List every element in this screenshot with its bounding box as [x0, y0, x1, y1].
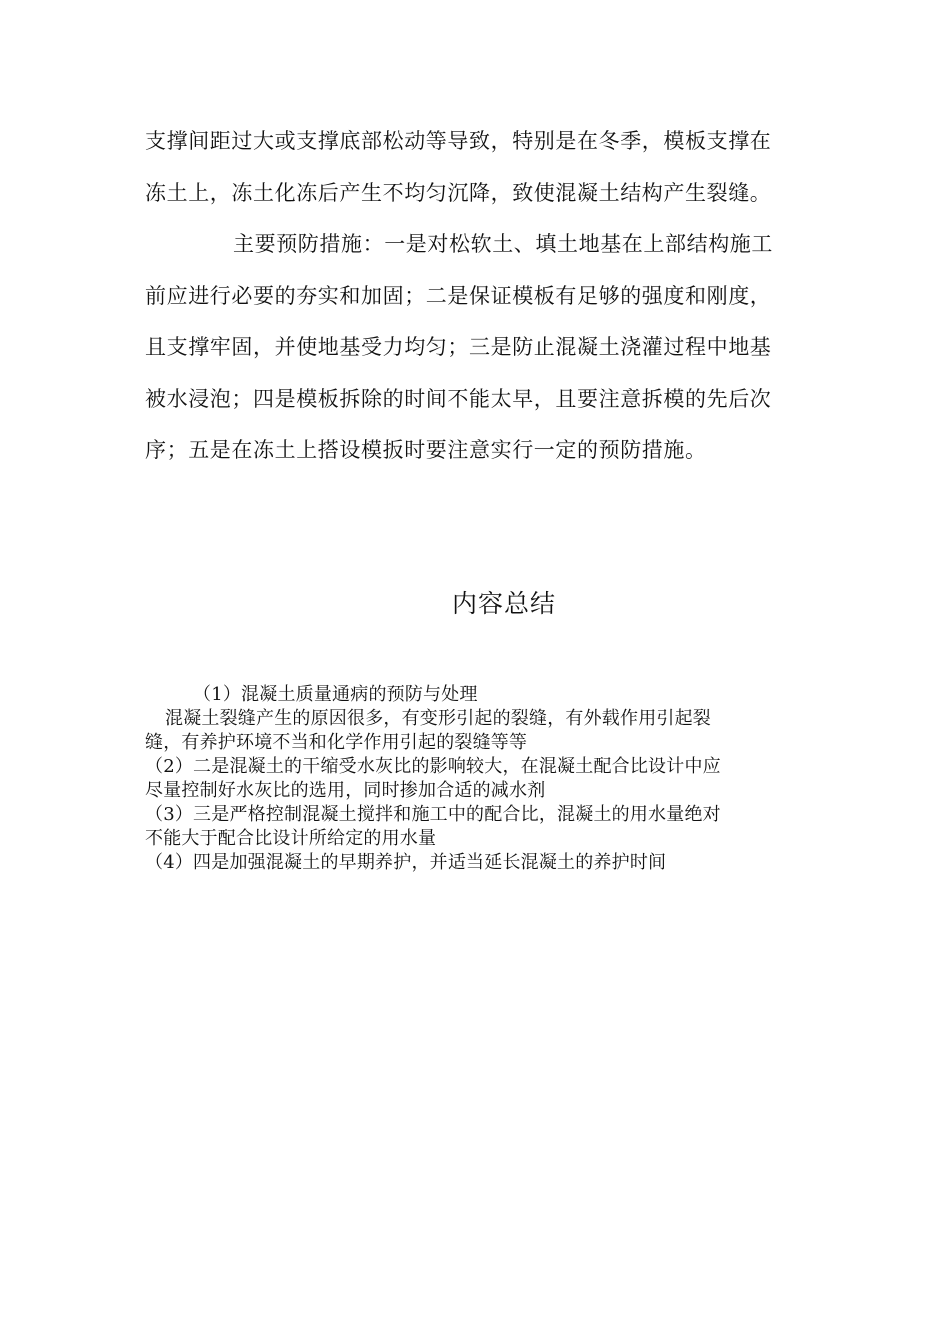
body-line: 主要预防措施：一是对松软土、填土地基在上部结构施工	[233, 232, 773, 256]
body-line: 前应进行必要的夯实和加固；二是保证模板有足够的强度和刚度，	[145, 283, 772, 308]
summary-line: 混凝土裂缝产生的原因很多，有变形引起的裂缝，有外载作用引起裂	[165, 708, 711, 729]
summary-line: （4）四是加强混凝土的早期养护，并适当延长混凝土的养护时间	[145, 852, 667, 873]
summary-line: 不能大于配合比设计所给定的用水量	[145, 828, 437, 849]
summary-line: 尽量控制好水灰比的选用，同时掺加合适的减水剂	[145, 780, 546, 801]
summary-line: 缝，有养护环境不当和化学作用引起的裂缝等等	[145, 732, 528, 753]
body-line: 支撑间距过大或支撑底部松动等导致，特别是在冬季，模板支撑在	[145, 129, 772, 153]
body-line: 被水浸泡；四是模板拆除的时间不能太早，且要注意拆模的先后次	[145, 386, 772, 411]
summary-line: （2）二是混凝土的干缩受水灰比的影响较大，在混凝土配合比设计中应	[145, 756, 721, 777]
summary-title: 内容总结	[451, 589, 556, 618]
body-text	[145, 116, 805, 477]
summary-line: （3）三是严格控制混凝土搅拌和施工中的配合比，混凝土的用水量绝对	[145, 804, 721, 825]
body-line: 冻土上，冻土化冻后产生不均匀沉降，致使混凝土结构产生裂缝。	[145, 180, 772, 205]
body-line: 序；五是在冻土上搭设模扳时要注意实行一定的预防措施。	[145, 438, 707, 462]
summary-line: （1）混凝土质量通病的预防与处理	[193, 684, 478, 705]
body-line: 且支撑牢固，并使地基受力均匀；三是防止混凝土浇灌过程中地基	[145, 335, 772, 359]
summary-list	[145, 683, 825, 875]
